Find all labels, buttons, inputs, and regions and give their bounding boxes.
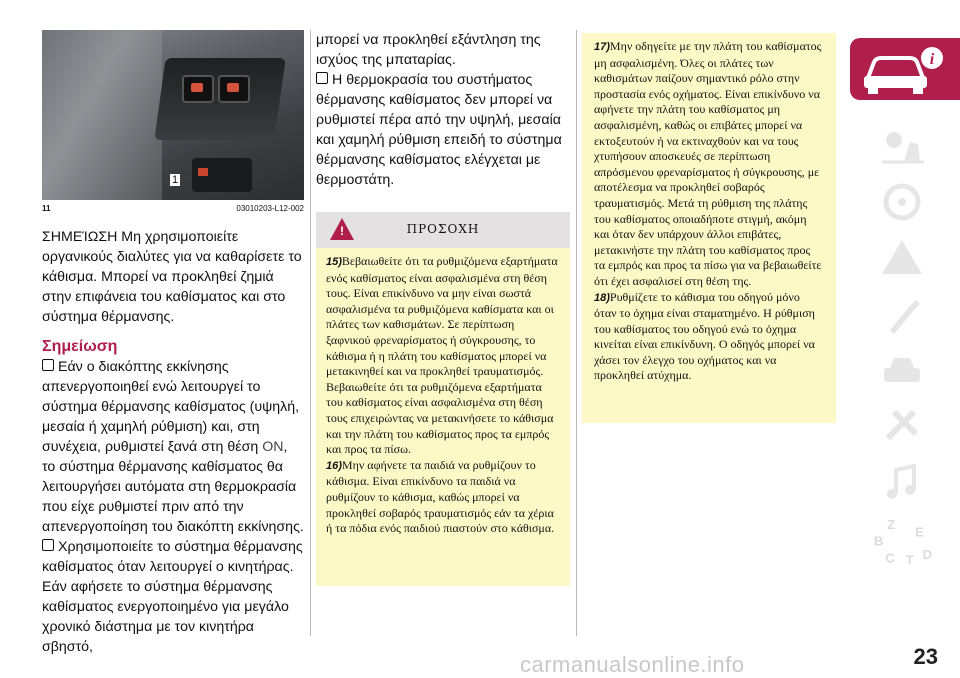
warning-box bbox=[316, 248, 570, 586]
caution-paragraph: ΣΗΜΕΊΩΣΗ Μη χρησιμοποιείτε οργανικούς διαλύτες για να καθαρίσετε το κάθισμα. Μπορεί να προκληθεί ζημιά στην επιφάνεια του καθίσματος και στο σύστημα θέρμανσης. bbox=[42, 229, 302, 325]
footnote-18: 18)Ρυθμίζετε το κάθισμα του οδηγού μόνο όταν το όχημα είναι σταματημένο. Η ρύθμιση του καθίσματος του οδηγού ενώ το όχημα κινείται είναι επικίνδυνη. Ο οδηγός μπορεί να χάσει τον έλεγχο του οχήματος και να προκληθεί ατύχημα. bbox=[594, 289, 815, 383]
watermark: carmanualsonline.info bbox=[520, 652, 745, 677]
note-heading: Σημείωση bbox=[42, 338, 118, 355]
continued-paragraph: μπορεί να προκληθεί εξάντληση της ισχύος της μπαταρίας. bbox=[316, 32, 541, 68]
svg-text:T: T bbox=[905, 552, 914, 568]
figure-code: 03010203-L12-002 bbox=[236, 204, 304, 213]
wrench-icon[interactable] bbox=[874, 286, 930, 342]
tip-icon bbox=[42, 539, 54, 551]
warning-triangle-icon[interactable] bbox=[874, 230, 930, 286]
tools-icon[interactable] bbox=[874, 398, 930, 454]
svg-text:i: i bbox=[929, 51, 935, 68]
car-info-icon bbox=[850, 38, 960, 100]
sun-person-icon[interactable] bbox=[874, 118, 930, 174]
svg-text:D: D bbox=[922, 546, 933, 562]
svg-text:C: C bbox=[885, 550, 895, 566]
tip-icon bbox=[316, 72, 328, 84]
steering-icon[interactable] bbox=[874, 174, 930, 230]
alphabet-index-icon[interactable] bbox=[868, 514, 938, 570]
seat-heater-photo bbox=[42, 30, 304, 200]
column-divider bbox=[310, 30, 311, 636]
column-divider bbox=[576, 30, 577, 636]
figure-number: 11 bbox=[42, 204, 51, 213]
tip-paragraph: Η θερμοκρασία του συστήματος θέρμανσης καθίσματος δεν μπορεί να ρυθμιστεί πέρα από την υψηλή, μεσαία και χαμηλή ρύθμιση επειδή το σύστημα θέρμανσης καθίσματος ελέγχεται με θερμοστάτη. bbox=[316, 72, 562, 188]
column-left bbox=[42, 30, 304, 657]
warning-header bbox=[316, 212, 570, 248]
tip-paragraph: Χρησιμοποιείτε το σύστημα θέρμανσης καθίσματος όταν λειτουργεί ο κινητήρας. Εάν αφήσετε το σύστημα θέρμανσης καθίσματος ενεργοποιημένο για μεγάλο χρονικό διάστημα με τον κινητήρα σβηστό, bbox=[42, 539, 303, 655]
car-service-icon[interactable] bbox=[874, 342, 930, 398]
warning-title: ΠΡΟΣΟΧΗ bbox=[406, 222, 480, 236]
music-note-icon[interactable] bbox=[874, 454, 930, 510]
footnote-16: 16)Μην αφήνετε τα παιδιά να ρυθμίζουν το κάθισμα. Είναι επικίνδυνο τα παιδιά να ρυθμίζουν το κάθισμα, καθώς μπορεί να προκληθεί σοβαρός τραυματισμός εάν τα χέρια ή τα πόδια ενός παιδιού πιαστούν στο κάθισμα. bbox=[326, 457, 555, 536]
svg-text:B: B bbox=[874, 533, 884, 549]
figure-callout: 1 bbox=[172, 174, 179, 186]
seat-heater-switch-right bbox=[218, 75, 250, 103]
tip-icon bbox=[42, 359, 54, 371]
svg-text:E: E bbox=[915, 524, 924, 540]
tip-paragraph: Εάν ο διακόπτης εκκίνησης απενεργοποιηθεί ενώ λειτουργεί το σύστημα θέρμανσης καθίσματος (υψηλή, μεσαία ή χαμηλή ρύθμιση) και, στη συνέχεια, ρυθμιστεί ξανά στη θέση ON, το σύστημα θέρμανσης καθίσματος θα λειτουργήσει αυτόματα στη θερμοκρασία που είχε ρυθμιστεί πριν από την απενεργοποίηση του διακόπτη εκκίνησης. bbox=[42, 359, 304, 535]
footnote-17: 17)Μην οδηγείτε με την πλάτη του καθίσματος μη ασφαλισμένη. Όλες οι πλάτες των καθισμάτων παίζουν σημαντικό ρόλο στην προστασία ενός οχήματος. Είναι επικίνδυνο να αφήνετε την πλάτη του καθίσματος μη ασφαλισμένη, καθώς οι επιβάτες μπορεί να εκτοξευτούν ή να εκτιναχθούν και να τους χτυπήσουν αποσκευές σε περίπτωση απρόσμενου φρεναρίσματος ή σύγκρουσης, με αποτέλεσμα να προκληθεί σοβαρός τραυματισμός. Μετά τη ρύθμιση της πλάτης του καθίσματος οποιαδήποτε στιγμή, ακόμη και όταν δεν υπάρχουν άλλοι επιβάτες, μετακινήστε την πλάτη του καθίσματος προς τα εμπρός και προς τα πίσω για να βεβαιωθείτε ότι έχει ασφαλισεί στη θέση της. bbox=[594, 39, 822, 288]
warning-box-continued bbox=[582, 33, 836, 423]
chapter-sidebar bbox=[850, 38, 960, 598]
chapter-tab-active[interactable] bbox=[850, 38, 960, 100]
footnote-15: 15)Βεβαιωθείτε ότι τα ρυθμιζόμενα εξαρτήματα ενός καθίσματος είναι ασφαλισμένα στη θέση τους. Είναι επικίνδυνο να μην είναι σωστά ασφαλισμένα τα ρυθμιζόμενα καθίσματα και οι πλάτες των καθισμάτων. Σε περίπτωση ξαφνικού φρεναρίσματος ή σύγκρουσης, το κάθισμα ή η πλάτη του καθίσματος μπορεί να μετακινηθεί και να προκληθεί τραυματισμός. Βεβαιωθείτε ότι τα ρυθμιζόμενα εξαρτήματα του καθίσματος είναι ασφαλισμένα στη θέση τους επιχειρώντας να μετακινήσετε το κάθισμα και την πλάτη του καθίσματος προς τα εμπρός και προς τα πίσω. bbox=[326, 254, 558, 457]
warning-triangle-icon: ! bbox=[330, 218, 354, 240]
figure-caption bbox=[42, 200, 304, 213]
column-middle bbox=[316, 30, 570, 586]
page-number: 23 bbox=[913, 644, 938, 669]
svg-text:Z: Z bbox=[887, 516, 896, 532]
seat-heater-switch-left bbox=[182, 75, 214, 103]
